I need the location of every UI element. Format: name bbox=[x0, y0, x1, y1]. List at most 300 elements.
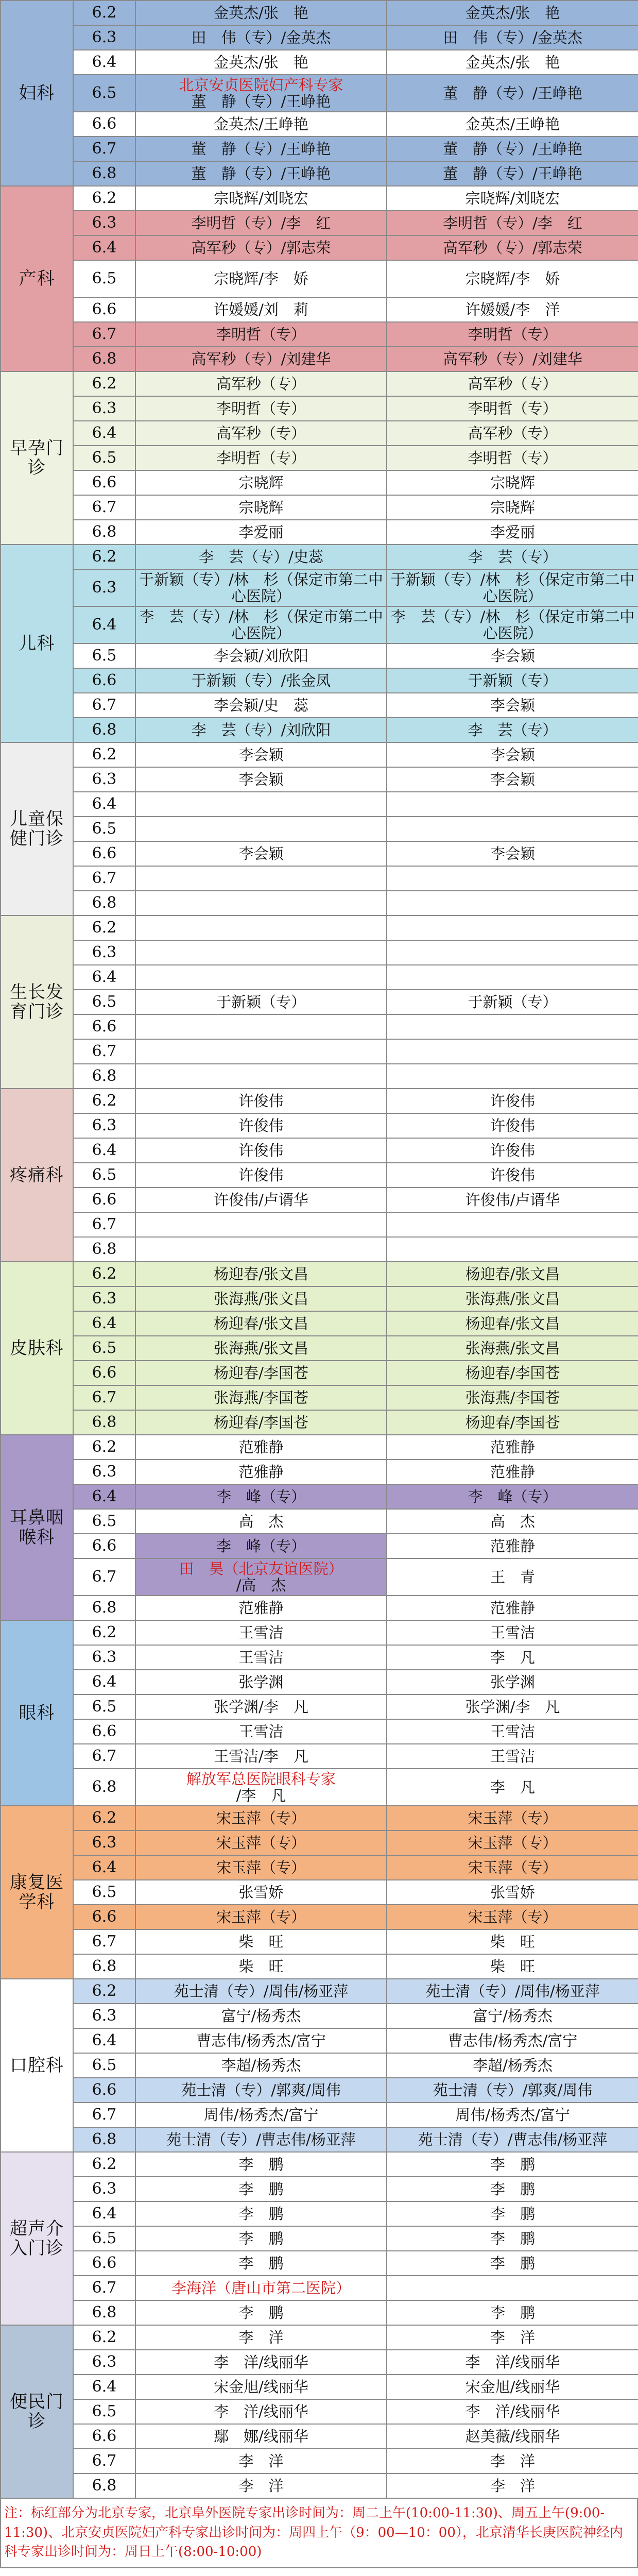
morning-doctor-cell: 许俊伟 bbox=[135, 1163, 387, 1188]
morning-doctor-cell: 宋玉萍（专） bbox=[135, 1905, 387, 1929]
morning-doctor-cell: 李会颖/刘欣阳 bbox=[135, 643, 387, 668]
date-cell: 6.2 bbox=[73, 742, 135, 767]
morning-doctor-cell: 于新颖（专）/林 杉（保定市第二中心医院） bbox=[135, 569, 387, 606]
schedule-row bbox=[1, 75, 638, 112]
schedule-row bbox=[1, 161, 638, 186]
afternoon-doctor-cell: 李 峰（专） bbox=[387, 1484, 638, 1509]
morning-doctor-cell: 高军秒（专） bbox=[135, 421, 387, 446]
date-cell: 6.3 bbox=[73, 1460, 135, 1484]
schedule-row bbox=[1, 2325, 638, 2350]
schedule-row bbox=[1, 569, 638, 606]
date-cell: 6.5 bbox=[73, 2053, 135, 2078]
morning-doctor-cell: 范雅静 bbox=[135, 1460, 387, 1484]
afternoon-doctor-cell: 李 鹏 bbox=[387, 2201, 638, 2226]
date-cell: 6.3 bbox=[73, 1113, 135, 1138]
morning-doctor-cell: 田 伟（专）/金英杰 bbox=[135, 25, 387, 50]
date-cell: 6.3 bbox=[73, 2177, 135, 2201]
schedule-row bbox=[1, 2276, 638, 2300]
afternoon-doctor-cell: 李会颖 bbox=[387, 767, 638, 792]
morning-doctor-cell: 李 鹏 bbox=[135, 2251, 387, 2276]
schedule-row bbox=[1, 421, 638, 446]
schedule-row bbox=[1, 1311, 638, 1336]
schedule-row bbox=[1, 1385, 638, 1410]
afternoon-doctor-cell: 董 静（专）/王峥艳 bbox=[387, 75, 638, 112]
schedule-row bbox=[1, 817, 638, 841]
afternoon-doctor-cell: 张学渊 bbox=[387, 1670, 638, 1694]
date-cell: 6.2 bbox=[73, 1979, 135, 2004]
afternoon-doctor-cell: 张海燕/李国苍 bbox=[387, 1385, 638, 1410]
morning-doctor-cell: 李 鹏 bbox=[135, 2152, 387, 2177]
department-name: 耳鼻咽喉科 bbox=[1, 1435, 73, 1620]
afternoon-doctor-cell: 宋玉萍（专） bbox=[387, 1831, 638, 1855]
schedule-row bbox=[1, 2177, 638, 2201]
schedule-row bbox=[1, 2375, 638, 2399]
date-cell: 6.8 bbox=[73, 2473, 135, 2498]
date-cell: 6.5 bbox=[73, 446, 135, 470]
schedule-row bbox=[1, 1596, 638, 1620]
afternoon-doctor-cell: 张学渊/李 凡 bbox=[387, 1694, 638, 1719]
schedule-row bbox=[1, 2226, 638, 2251]
afternoon-doctor-cell bbox=[387, 792, 638, 817]
schedule-row bbox=[1, 1113, 638, 1138]
schedule-row bbox=[1, 137, 638, 161]
afternoon-doctor-cell: 高军秒（专） bbox=[387, 421, 638, 446]
date-cell: 6.4 bbox=[73, 50, 135, 75]
schedule-row bbox=[1, 1534, 638, 1558]
schedule-row bbox=[1, 2300, 638, 2325]
schedule-row bbox=[1, 1039, 638, 1064]
afternoon-doctor-cell: 李爱丽 bbox=[387, 520, 638, 545]
date-cell: 6.4 bbox=[73, 1138, 135, 1163]
afternoon-doctor-cell: 李 鹏 bbox=[387, 2251, 638, 2276]
date-cell: 6.8 bbox=[73, 1596, 135, 1620]
schedule-row bbox=[1, 495, 638, 520]
date-cell: 6.7 bbox=[73, 866, 135, 891]
morning-doctor-cell bbox=[135, 1212, 387, 1237]
date-cell: 6.6 bbox=[73, 2251, 135, 2276]
afternoon-doctor-cell: 宗晓辉 bbox=[387, 470, 638, 495]
department-name: 儿童保健门诊 bbox=[1, 742, 73, 916]
date-cell: 6.6 bbox=[73, 1014, 135, 1039]
department-name: 产科 bbox=[1, 186, 73, 371]
schedule-row bbox=[1, 1336, 638, 1361]
date-cell: 6.8 bbox=[73, 2127, 135, 2152]
schedule-row bbox=[1, 1286, 638, 1311]
schedule-row bbox=[1, 1089, 638, 1113]
afternoon-doctor-cell: 杨迎春/张文昌 bbox=[387, 1311, 638, 1336]
afternoon-doctor-cell: 范雅静 bbox=[387, 1596, 638, 1620]
schedule-row bbox=[1, 916, 638, 940]
afternoon-doctor-cell: 杨迎春/张文昌 bbox=[387, 1262, 638, 1286]
schedule-row bbox=[1, 2424, 638, 2449]
schedule-row bbox=[1, 396, 638, 421]
date-cell: 6.4 bbox=[73, 421, 135, 446]
afternoon-doctor-cell: 柴 旺 bbox=[387, 1929, 638, 1954]
afternoon-doctor-cell bbox=[387, 866, 638, 891]
doctor-names: /李 凡 bbox=[236, 1787, 286, 1804]
afternoon-doctor-cell bbox=[387, 891, 638, 916]
date-cell: 6.7 bbox=[73, 2103, 135, 2127]
morning-doctor-cell: 杨迎春/张文昌 bbox=[135, 1311, 387, 1336]
date-cell: 6.2 bbox=[73, 1, 135, 25]
schedule-row bbox=[1, 742, 638, 767]
morning-doctor-cell: 李明哲（专） bbox=[135, 396, 387, 421]
morning-doctor-cell: 许俊伟/卢谞华 bbox=[135, 1188, 387, 1212]
date-cell: 6.4 bbox=[73, 1670, 135, 1694]
schedule-row bbox=[1, 2201, 638, 2226]
date-cell: 6.5 bbox=[73, 1694, 135, 1719]
schedule-row bbox=[1, 693, 638, 718]
morning-doctor-cell: 杨迎春/李国苍 bbox=[135, 1410, 387, 1435]
date-cell: 6.6 bbox=[73, 470, 135, 495]
date-cell: 6.6 bbox=[73, 2078, 135, 2103]
afternoon-doctor-cell: 李 洋/线丽华 bbox=[387, 2399, 638, 2424]
date-cell: 6.5 bbox=[73, 2399, 135, 2424]
afternoon-doctor-cell: 李明哲（专） bbox=[387, 396, 638, 421]
date-cell: 6.3 bbox=[73, 1286, 135, 1311]
date-cell: 6.8 bbox=[73, 1954, 135, 1979]
afternoon-doctor-cell: 许俊伟 bbox=[387, 1113, 638, 1138]
date-cell: 6.8 bbox=[73, 347, 135, 371]
afternoon-doctor-cell: 于新颖（专） bbox=[387, 668, 638, 693]
schedule-row bbox=[1, 643, 638, 668]
date-cell: 6.5 bbox=[73, 260, 135, 297]
date-cell: 6.6 bbox=[73, 2424, 135, 2449]
schedule-row bbox=[1, 545, 638, 569]
schedule-row bbox=[1, 1163, 638, 1188]
date-cell: 6.3 bbox=[73, 1831, 135, 1855]
doctor-names: /高 杰 bbox=[236, 1577, 286, 1594]
morning-doctor-cell: 王雪洁 bbox=[135, 1645, 387, 1670]
afternoon-doctor-cell: 李明哲（专） bbox=[387, 446, 638, 470]
afternoon-doctor-cell: 于新颖（专）/林 杉（保定市第二中心医院） bbox=[387, 569, 638, 606]
date-cell: 6.4 bbox=[73, 2028, 135, 2053]
morning-doctor-cell bbox=[135, 1064, 387, 1089]
date-cell: 6.2 bbox=[73, 1620, 135, 1645]
schedule-row bbox=[1, 347, 638, 371]
date-cell: 6.4 bbox=[73, 2375, 135, 2399]
afternoon-doctor-cell: 宋玉萍（专） bbox=[387, 1905, 638, 1929]
date-cell: 6.5 bbox=[73, 75, 135, 112]
date-cell: 6.2 bbox=[73, 1262, 135, 1286]
date-cell: 6.6 bbox=[73, 1361, 135, 1385]
afternoon-doctor-cell: 李 洋/线丽华 bbox=[387, 2350, 638, 2375]
schedule-row bbox=[1, 1212, 638, 1237]
morning-doctor-cell bbox=[135, 1769, 387, 1806]
date-cell: 6.7 bbox=[73, 322, 135, 347]
date-cell: 6.7 bbox=[73, 1929, 135, 1954]
afternoon-doctor-cell: 李 芸（专） bbox=[387, 718, 638, 742]
department-name: 早孕门诊 bbox=[1, 371, 73, 545]
schedule-row bbox=[1, 1558, 638, 1596]
date-cell: 6.2 bbox=[73, 371, 135, 396]
afternoon-doctor-cell: 宋玉萍（专） bbox=[387, 1806, 638, 1831]
morning-doctor-cell: 范雅静 bbox=[135, 1435, 387, 1460]
morning-doctor-cell bbox=[135, 817, 387, 841]
morning-doctor-cell: 宗晓辉/刘晓宏 bbox=[135, 186, 387, 211]
date-cell: 6.5 bbox=[73, 1163, 135, 1188]
afternoon-doctor-cell: 李 洋 bbox=[387, 2449, 638, 2473]
schedule-row bbox=[1, 1014, 638, 1039]
morning-doctor-cell bbox=[135, 2276, 387, 2300]
morning-doctor-cell bbox=[135, 891, 387, 916]
schedule-row bbox=[1, 2004, 638, 2028]
date-cell: 6.8 bbox=[73, 1769, 135, 1806]
afternoon-doctor-cell: 李会颖 bbox=[387, 643, 638, 668]
morning-doctor-cell: 王雪洁/李 凡 bbox=[135, 1744, 387, 1769]
morning-doctor-cell: 李爱丽 bbox=[135, 520, 387, 545]
schedule-row bbox=[1, 1694, 638, 1719]
afternoon-doctor-cell: 许俊伟/卢谞华 bbox=[387, 1188, 638, 1212]
doctor-names: 董 静（专）/王峥艳 bbox=[191, 93, 331, 110]
department-name: 便民门诊 bbox=[1, 2325, 73, 2498]
schedule-row bbox=[1, 1237, 638, 1262]
date-cell: 6.8 bbox=[73, 161, 135, 186]
afternoon-doctor-cell: 王雪洁 bbox=[387, 1719, 638, 1744]
morning-doctor-cell: 许媛媛/刘 莉 bbox=[135, 297, 387, 322]
schedule-row bbox=[1, 520, 638, 545]
schedule-row bbox=[1, 2127, 638, 2152]
schedule-row bbox=[1, 866, 638, 891]
morning-doctor-cell: 李 洋/线丽华 bbox=[135, 2399, 387, 2424]
date-cell: 6.2 bbox=[73, 1089, 135, 1113]
expert-highlight: 田 昊（北京友谊医院） bbox=[179, 1560, 343, 1578]
date-cell: 6.4 bbox=[73, 1484, 135, 1509]
morning-doctor-cell: 张雪娇 bbox=[135, 1880, 387, 1905]
date-cell: 6.8 bbox=[73, 891, 135, 916]
date-cell: 6.6 bbox=[73, 841, 135, 866]
morning-doctor-cell: 李 芸（专）/史蕊 bbox=[135, 545, 387, 569]
department-name: 口腔科 bbox=[1, 1979, 73, 2152]
morning-doctor-cell: 富宁/杨秀杰 bbox=[135, 2004, 387, 2028]
morning-doctor-cell: 金英杰/王峥艳 bbox=[135, 112, 387, 137]
afternoon-doctor-cell: 宗晓辉/刘晓宏 bbox=[387, 186, 638, 211]
afternoon-doctor-cell: 李会颖 bbox=[387, 841, 638, 866]
morning-doctor-cell: 李 芸（专）/林 杉（保定市第二中心医院） bbox=[135, 606, 387, 643]
afternoon-doctor-cell: 李 鹏 bbox=[387, 2226, 638, 2251]
morning-doctor-cell: 柴 旺 bbox=[135, 1954, 387, 1979]
schedule-row bbox=[1, 2399, 638, 2424]
morning-doctor-cell: 张学渊/李 凡 bbox=[135, 1694, 387, 1719]
date-cell: 6.7 bbox=[73, 1744, 135, 1769]
schedule-row bbox=[1, 2053, 638, 2078]
department-name: 疼痛科 bbox=[1, 1089, 73, 1262]
date-cell: 6.3 bbox=[73, 2004, 135, 2028]
schedule-row bbox=[1, 1361, 638, 1385]
schedule-row bbox=[1, 1410, 638, 1435]
date-cell: 6.5 bbox=[73, 1336, 135, 1361]
date-cell: 6.2 bbox=[73, 1435, 135, 1460]
morning-doctor-cell: 李会颖 bbox=[135, 841, 387, 866]
footer-note: 注：标红部分为北京专家，北京阜外医院专家出诊时间为：周二上午(10:00-11:30)、周五上午(9:00-11:30)、北京安贞医院妇产科专家出诊时间为：周四上午（9：00—10：00），北京清华长庚医院神经内科专家出诊时间为：周日上午(8:00-10:00) bbox=[0, 2499, 638, 2568]
morning-doctor-cell bbox=[135, 1558, 387, 1596]
date-cell: 6.3 bbox=[73, 569, 135, 606]
schedule-row bbox=[1, 1954, 638, 1979]
afternoon-doctor-cell: 宗晓辉/李 娇 bbox=[387, 260, 638, 297]
schedule-row bbox=[1, 1262, 638, 1286]
schedule-row bbox=[1, 891, 638, 916]
date-cell: 6.6 bbox=[73, 297, 135, 322]
schedule-row bbox=[1, 2350, 638, 2375]
afternoon-doctor-cell: 李 鹏 bbox=[387, 2300, 638, 2325]
schedule-row bbox=[1, 1460, 638, 1484]
schedule-row bbox=[1, 668, 638, 693]
afternoon-doctor-cell: 范雅静 bbox=[387, 1435, 638, 1460]
date-cell: 6.7 bbox=[73, 1558, 135, 1596]
afternoon-doctor-cell: 田 伟（专）/金英杰 bbox=[387, 25, 638, 50]
schedule-row bbox=[1, 1929, 638, 1954]
afternoon-doctor-cell: 李超/杨秀杰 bbox=[387, 2053, 638, 2078]
schedule-row bbox=[1, 1905, 638, 1929]
expert-highlight: 解放军总医院眼科专家 bbox=[186, 1770, 336, 1788]
date-cell: 6.6 bbox=[73, 1534, 135, 1558]
afternoon-doctor-cell: 李 洋 bbox=[387, 2473, 638, 2498]
schedule-row bbox=[1, 1769, 638, 1806]
date-cell: 6.3 bbox=[73, 1645, 135, 1670]
schedule-row bbox=[1, 990, 638, 1014]
date-cell: 6.2 bbox=[73, 916, 135, 940]
morning-doctor-cell: 宗晓辉/李 娇 bbox=[135, 260, 387, 297]
afternoon-doctor-cell: 金英杰/张 艳 bbox=[387, 1, 638, 25]
date-cell: 6.8 bbox=[73, 2300, 135, 2325]
morning-doctor-cell: 李 峰（专） bbox=[135, 1484, 387, 1509]
morning-doctor-cell: 苑士清（专）/曹志伟/杨亚萍 bbox=[135, 2127, 387, 2152]
date-cell: 6.7 bbox=[73, 1039, 135, 1064]
date-cell: 6.5 bbox=[73, 1509, 135, 1534]
schedule-row bbox=[1, 1744, 638, 1769]
afternoon-doctor-cell: 高军秒（专）/刘建华 bbox=[387, 347, 638, 371]
schedule-row bbox=[1, 1645, 638, 1670]
schedule-row bbox=[1, 2152, 638, 2177]
afternoon-doctor-cell: 董 静（专）/王峥艳 bbox=[387, 161, 638, 186]
afternoon-doctor-cell: 苑士清（专）/周伟/杨亚萍 bbox=[387, 1979, 638, 2004]
morning-doctor-cell: 许俊伟 bbox=[135, 1089, 387, 1113]
afternoon-doctor-cell: 宗晓辉 bbox=[387, 495, 638, 520]
date-cell: 6.3 bbox=[73, 940, 135, 965]
morning-doctor-cell bbox=[135, 75, 387, 112]
morning-doctor-cell: 张海燕/李国苍 bbox=[135, 1385, 387, 1410]
afternoon-doctor-cell: 苑士清（专）/郭爽/周伟 bbox=[387, 2078, 638, 2103]
morning-doctor-cell bbox=[135, 916, 387, 940]
date-cell: 6.8 bbox=[73, 1064, 135, 1089]
afternoon-doctor-cell: 曹志伟/杨秀杰/富宁 bbox=[387, 2028, 638, 2053]
date-cell: 6.8 bbox=[73, 1410, 135, 1435]
schedule-row bbox=[1, 371, 638, 396]
date-cell: 6.7 bbox=[73, 2449, 135, 2473]
afternoon-doctor-cell: 许俊伟 bbox=[387, 1089, 638, 1113]
morning-doctor-cell: 王雪洁 bbox=[135, 1620, 387, 1645]
schedule-row bbox=[1, 767, 638, 792]
schedule-row bbox=[1, 25, 638, 50]
morning-doctor-cell: 宗晓辉 bbox=[135, 495, 387, 520]
afternoon-doctor-cell: 范雅静 bbox=[387, 1534, 638, 1558]
schedule-row bbox=[1, 841, 638, 866]
morning-doctor-cell: 李 洋 bbox=[135, 2449, 387, 2473]
date-cell: 6.6 bbox=[73, 1905, 135, 1929]
morning-doctor-cell: 李明哲（专） bbox=[135, 446, 387, 470]
date-cell: 6.4 bbox=[73, 965, 135, 990]
afternoon-doctor-cell: 柴 旺 bbox=[387, 1954, 638, 1979]
afternoon-doctor-cell: 李会颖 bbox=[387, 742, 638, 767]
date-cell: 6.5 bbox=[73, 643, 135, 668]
afternoon-doctor-cell: 范雅静 bbox=[387, 1460, 638, 1484]
department-name: 生长发育门诊 bbox=[1, 916, 73, 1089]
afternoon-doctor-cell: 苑士清（专）/曹志伟/杨亚萍 bbox=[387, 2127, 638, 2152]
afternoon-doctor-cell: 张雪娇 bbox=[387, 1880, 638, 1905]
morning-doctor-cell bbox=[135, 965, 387, 990]
morning-doctor-cell: 董 静（专）/王峥艳 bbox=[135, 161, 387, 186]
afternoon-doctor-cell: 金英杰/王峥艳 bbox=[387, 112, 638, 137]
date-cell: 6.5 bbox=[73, 990, 135, 1014]
schedule-row bbox=[1, 606, 638, 643]
morning-doctor-cell: 周伟/杨秀杰/富宁 bbox=[135, 2103, 387, 2127]
morning-doctor-cell: 李明哲（专） bbox=[135, 322, 387, 347]
afternoon-doctor-cell bbox=[387, 1014, 638, 1039]
date-cell: 6.8 bbox=[73, 718, 135, 742]
afternoon-doctor-cell bbox=[387, 916, 638, 940]
afternoon-doctor-cell: 李 凡 bbox=[387, 1645, 638, 1670]
schedule-row bbox=[1, 112, 638, 137]
schedule-row bbox=[1, 235, 638, 260]
afternoon-doctor-cell bbox=[387, 1064, 638, 1089]
afternoon-doctor-cell: 金英杰/张 艳 bbox=[387, 50, 638, 75]
date-cell: 6.3 bbox=[73, 396, 135, 421]
schedule-row bbox=[1, 1435, 638, 1460]
schedule-row bbox=[1, 2103, 638, 2127]
afternoon-doctor-cell: 富宁/杨秀杰 bbox=[387, 2004, 638, 2028]
department-name: 皮肤科 bbox=[1, 1262, 73, 1435]
morning-doctor-cell: 张学渊 bbox=[135, 1670, 387, 1694]
date-cell: 6.2 bbox=[73, 186, 135, 211]
date-cell: 6.8 bbox=[73, 520, 135, 545]
schedule-row bbox=[1, 1188, 638, 1212]
schedule-row bbox=[1, 1, 638, 25]
afternoon-doctor-cell: 赵美薇/线丽华 bbox=[387, 2424, 638, 2449]
schedule-row bbox=[1, 2449, 638, 2473]
afternoon-doctor-cell: 高军秒（专）/郭志荣 bbox=[387, 235, 638, 260]
morning-doctor-cell: 宗晓辉 bbox=[135, 470, 387, 495]
morning-doctor-cell: 李 洋 bbox=[135, 2473, 387, 2498]
department-name: 儿科 bbox=[1, 545, 73, 742]
afternoon-doctor-cell: 杨迎春/李国苍 bbox=[387, 1410, 638, 1435]
morning-doctor-cell: 柴 旺 bbox=[135, 1929, 387, 1954]
date-cell: 6.6 bbox=[73, 1719, 135, 1744]
date-cell: 6.4 bbox=[73, 2201, 135, 2226]
morning-doctor-cell bbox=[135, 1014, 387, 1039]
afternoon-doctor-cell: 李 鹏 bbox=[387, 2177, 638, 2201]
schedule-row bbox=[1, 1064, 638, 1089]
afternoon-doctor-cell: 李 芸（专） bbox=[387, 545, 638, 569]
afternoon-doctor-cell bbox=[387, 2276, 638, 2300]
date-cell: 6.8 bbox=[73, 1237, 135, 1262]
afternoon-doctor-cell: 宋金旭/线丽华 bbox=[387, 2375, 638, 2399]
date-cell: 6.5 bbox=[73, 817, 135, 841]
morning-doctor-cell: 张海燕/张文昌 bbox=[135, 1286, 387, 1311]
morning-doctor-cell bbox=[135, 792, 387, 817]
afternoon-doctor-cell: 董 静（专）/王峥艳 bbox=[387, 137, 638, 161]
schedule-row bbox=[1, 2473, 638, 2498]
morning-doctor-cell: 宋玉萍（专） bbox=[135, 1831, 387, 1855]
date-cell: 6.5 bbox=[73, 1880, 135, 1905]
date-cell: 6.6 bbox=[73, 1188, 135, 1212]
afternoon-doctor-cell: 李 鹏 bbox=[387, 2152, 638, 2177]
schedule-row bbox=[1, 1670, 638, 1694]
department-name: 超声介入门诊 bbox=[1, 2152, 73, 2325]
afternoon-doctor-cell: 李 洋 bbox=[387, 2325, 638, 2350]
morning-doctor-cell: 杨迎春/李国苍 bbox=[135, 1361, 387, 1385]
date-cell: 6.7 bbox=[73, 1212, 135, 1237]
morning-doctor-cell bbox=[135, 866, 387, 891]
